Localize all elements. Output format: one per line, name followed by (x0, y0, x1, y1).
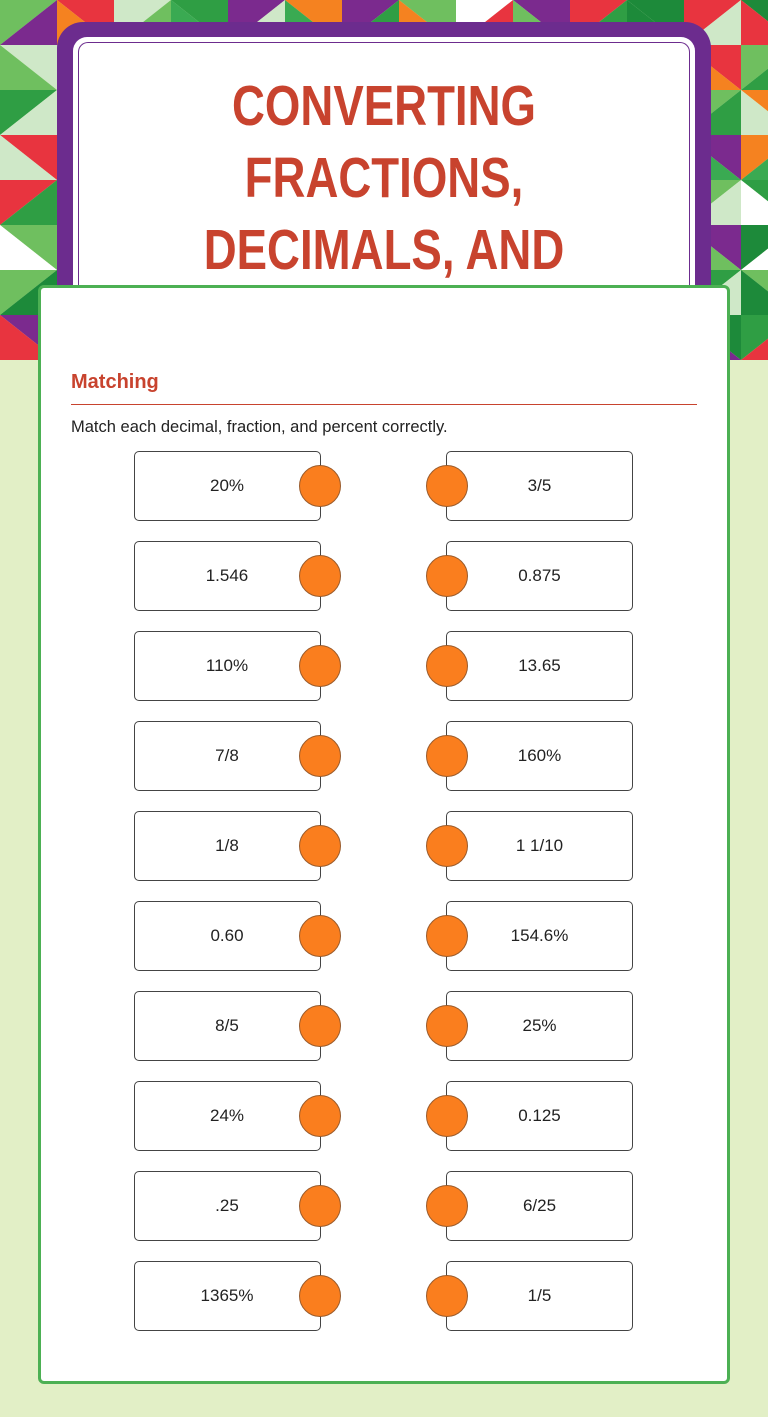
left-connector-dot[interactable] (299, 555, 341, 597)
right-match-box[interactable] (446, 631, 633, 701)
right-match-box[interactable] (446, 1081, 633, 1151)
left-match-label: 1.546 (205, 566, 249, 585)
right-match-label: 25% (522, 1016, 557, 1035)
left-match-label: 20% (209, 476, 245, 495)
left-connector-dot[interactable] (299, 825, 341, 867)
left-connector-dot[interactable] (299, 1185, 341, 1227)
right-match-box[interactable] (446, 721, 633, 791)
left-match-box[interactable] (134, 1261, 321, 1331)
right-match-box[interactable] (446, 541, 633, 611)
title-line-1: CONVERTING FRACTIONS, (231, 74, 537, 210)
right-connector-dot[interactable] (426, 915, 468, 957)
left-connector-dot[interactable] (299, 645, 341, 687)
right-match-label: 0.125 (518, 1106, 561, 1125)
right-connector-dot[interactable] (426, 555, 468, 597)
right-match-label: 1/5 (527, 1286, 552, 1305)
left-match-box[interactable] (134, 901, 321, 971)
right-match-label: 13.65 (518, 656, 561, 675)
left-match-box[interactable] (134, 991, 321, 1061)
right-match-label: 0.875 (518, 566, 561, 585)
left-match-label: 1/8 (215, 836, 239, 855)
right-match-label: 154.6% (510, 926, 569, 945)
right-match-box[interactable] (446, 1261, 633, 1331)
right-connector-dot[interactable] (426, 825, 468, 867)
right-match-box[interactable] (446, 1171, 633, 1241)
right-match-box[interactable] (446, 451, 633, 521)
right-match-box[interactable] (446, 901, 633, 971)
left-match-label: 1365% (200, 1286, 254, 1305)
right-connector-dot[interactable] (426, 735, 468, 777)
instructions-text: Match each decimal, fraction, and percent correctly. (71, 418, 448, 436)
right-connector-dot[interactable] (426, 1095, 468, 1137)
section-divider (71, 404, 697, 405)
title-line-2: DECIMALS, AND (203, 218, 565, 282)
left-match-label: 24% (209, 1106, 245, 1125)
left-match-box[interactable] (134, 1081, 321, 1151)
right-connector-dot[interactable] (426, 1005, 468, 1047)
left-match-box[interactable] (134, 451, 321, 521)
right-match-box[interactable] (446, 991, 633, 1061)
right-connector-dot[interactable] (426, 1275, 468, 1317)
left-match-box[interactable] (134, 721, 321, 791)
left-match-box[interactable] (134, 631, 321, 701)
left-connector-dot[interactable] (299, 465, 341, 507)
left-match-box[interactable] (134, 811, 321, 881)
left-match-box[interactable] (134, 1171, 321, 1241)
right-connector-dot[interactable] (426, 465, 468, 507)
left-match-label: 7/8 (215, 746, 239, 765)
right-match-label: 1 1/10 (515, 836, 564, 855)
left-connector-dot[interactable] (299, 915, 341, 957)
right-connector-dot[interactable] (426, 1185, 468, 1227)
left-match-label: 110% (205, 656, 249, 675)
left-match-label: 0.60 (210, 926, 244, 945)
left-match-label: 8/5 (215, 1016, 239, 1035)
left-match-box[interactable] (134, 541, 321, 611)
left-connector-dot[interactable] (299, 735, 341, 777)
left-match-label: .25 (215, 1196, 239, 1215)
section-heading: Matching (71, 371, 159, 393)
left-connector-dot[interactable] (299, 1275, 341, 1317)
right-connector-dot[interactable] (426, 645, 468, 687)
right-match-label: 160% (517, 746, 562, 765)
left-connector-dot[interactable] (299, 1005, 341, 1047)
right-match-label: 3/5 (527, 476, 552, 495)
right-match-label: 6/25 (522, 1196, 557, 1215)
right-match-box[interactable] (446, 811, 633, 881)
left-connector-dot[interactable] (299, 1095, 341, 1137)
